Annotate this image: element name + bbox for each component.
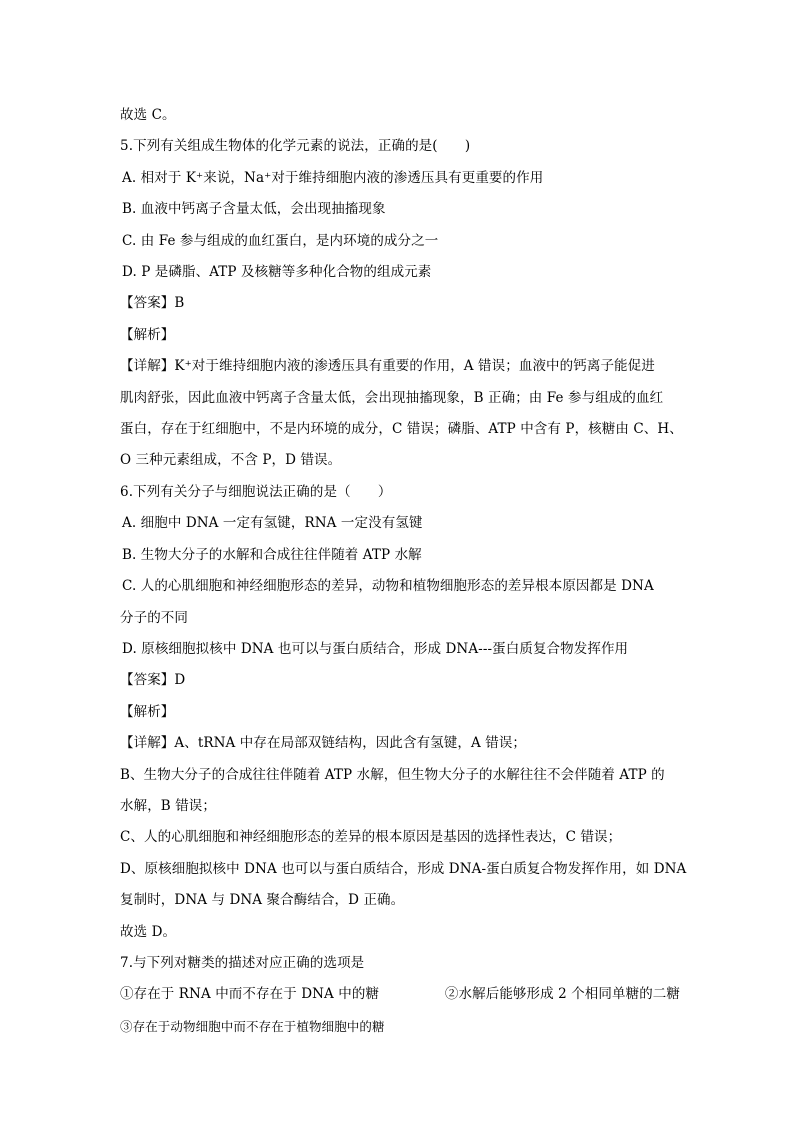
- question-6-option-c: C. 人的心肌细胞和神经细胞形态的差异，动物和植物细胞形态的差异根本原因都是 DNA: [122, 578, 654, 595]
- question-6-explanation: C、人的心肌细胞和神经细胞形态的差异的根本原因是基因的选择性表达，C 错误；: [120, 829, 622, 846]
- question-7-stem: 7.与下列对糖类的描述对应正确的选项是: [120, 954, 365, 971]
- question-6-explanation: 【详解】A、tRNA 中存在局部双链结构，因此含有氢键，A 错误；: [120, 735, 527, 752]
- question-5-option-d: D. P 是磷脂、ATP 及核糖等多种化合物的组成元素: [122, 264, 432, 281]
- question-5-option-a: A. 相对于 K⁺来说，Na⁺对于维持细胞内液的渗透压具有更重要的作用: [122, 169, 544, 186]
- question-5-option-b: B. 血液中钙离子含量太低，会出现抽搐现象: [122, 201, 386, 218]
- question-5-explanation: 肌肉舒张，因此血液中钙离子含量太低，会出现抽搐现象，B 正确；由 Fe 参与组成的血红: [120, 389, 664, 406]
- question-5-stem: 5.下列有关组成生物体的化学元素的说法，正确的是( ): [120, 138, 471, 155]
- question-6-explanation: B、生物大分子的合成往往伴随着 ATP 水解，但生物大分子的水解往往不会伴随着 ATP 的: [120, 766, 665, 783]
- question-5-analysis-heading: 【解析】: [120, 326, 175, 343]
- question-6-stem: 6.下列有关分子与细胞说法正确的是（ ）: [120, 483, 392, 500]
- question-5-option-c: C. 由 Fe 参与组成的血红蛋白，是内环境的成分之一: [122, 232, 439, 249]
- question-6-option-d: D. 原核细胞拟核中 DNA 也可以与蛋白质结合，形成 DNA---蛋白质复合物发挥作用: [122, 640, 629, 657]
- question-6-explanation: D、原核细胞拟核中 DNA 也可以与蛋白质结合，形成 DNA-蛋白质复合物发挥作用，如 DNA: [120, 860, 687, 877]
- document-page: [120, 100, 687, 1042]
- question-6-option-c-cont: 分子的不同: [120, 609, 188, 626]
- question-5-explanation: 【详解】K⁺对于维持细胞内液的渗透压具有重要的作用，A 错误；血液中的钙离子能促进: [120, 358, 655, 375]
- question-7-item-1: ①存在于 RNA 中而不存在于 DNA 中的糖: [120, 986, 380, 1003]
- question-7-item-2: ②水解后能够形成 2 个相同单糖的二糖: [444, 986, 680, 1003]
- text-line: 故选 D。: [120, 923, 177, 940]
- question-7-item-3: ③存在于动物细胞中而不存在于植物细胞中的糖: [120, 1018, 385, 1034]
- question-5-answer: 【答案】B: [120, 295, 185, 312]
- question-7-options-row: [120, 979, 680, 1010]
- question-6-answer: 【答案】D: [120, 672, 186, 689]
- question-6-explanation: 水解，B 错误；: [120, 797, 217, 814]
- question-5-explanation: 蛋白，存在于红细胞中，不是内环境的成分，C 错误；磷脂、ATP 中含有 P，核糖由 C、H、: [120, 421, 683, 438]
- text-line: 故选 C。: [120, 107, 176, 123]
- question-6-explanation: 复制时，DNA 与 DNA 聚合酶结合，D 正确。: [120, 892, 405, 909]
- question-5-explanation: O 三种元素组成，不含 P，D 错误。: [120, 452, 342, 469]
- question-6-option-b: B. 生物大分子的水解和合成往往伴随着 ATP 水解: [122, 546, 422, 563]
- question-6-analysis-heading: 【解析】: [120, 703, 175, 720]
- question-6-option-a: A. 细胞中 DNA 一定有氢键，RNA 一定没有氢键: [122, 515, 423, 532]
